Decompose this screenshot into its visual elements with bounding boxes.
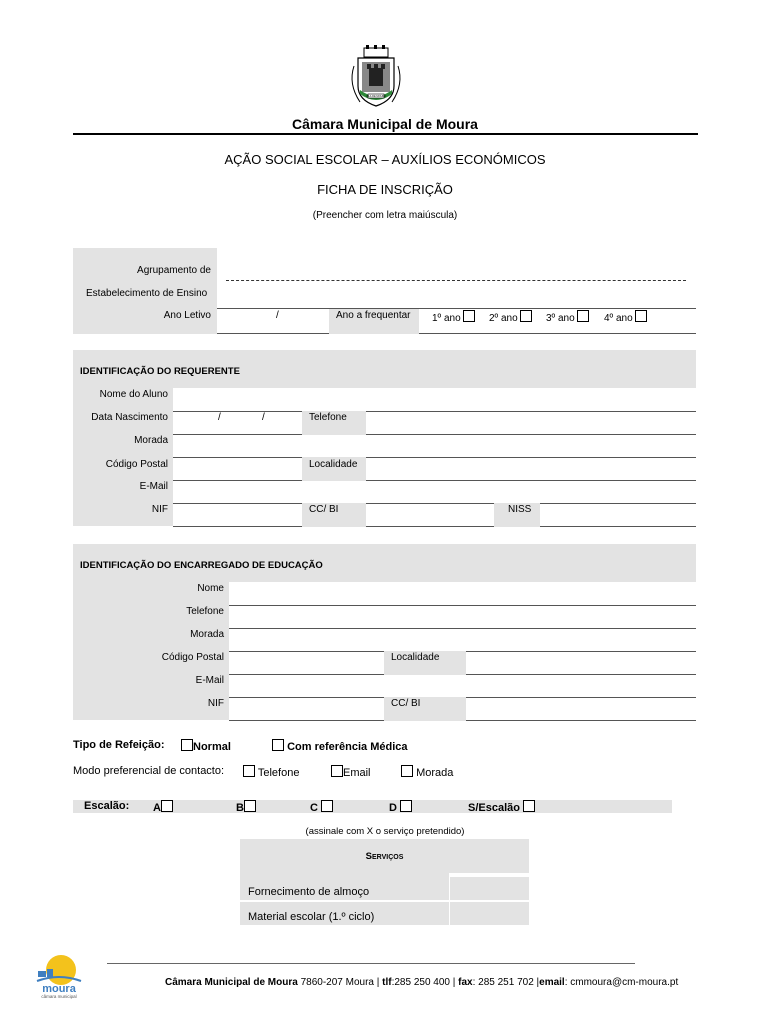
req-morada-label: Morada [134, 435, 168, 446]
ano-frequentar-line [419, 333, 696, 334]
refeicao-normal-option[interactable] [181, 739, 231, 753]
year-2-checkbox[interactable] [520, 310, 532, 322]
year-2-option[interactable] [489, 310, 532, 324]
escalao-label: Escalão: [84, 800, 130, 812]
enc-cc-field[interactable] [466, 720, 696, 721]
form-title: AÇÃO SOCIAL ESCOLAR – AUXÍLIOS ECONÓMICOS [224, 152, 546, 167]
form-subtitle: FICHA DE INSCRIÇÃO [317, 182, 453, 197]
req-email-label: E-Mail [139, 481, 168, 492]
req-data-nasc-label: Data Nascimento [91, 412, 168, 423]
org-name: Câmara Municipal de Moura [292, 116, 478, 132]
escalao-a-checkbox[interactable] [161, 800, 173, 812]
req-codigo-postal-label: Código Postal [105, 459, 168, 470]
req-nome-field[interactable] [173, 411, 696, 412]
req-telefone-label: Telefone [309, 412, 347, 423]
estabelecimento-label: Estabelecimento de Ensino [86, 288, 208, 299]
refeicao-medica-option[interactable] [272, 739, 408, 753]
refeicao-label: Tipo de Refeição: [73, 739, 165, 751]
escalao-d-option[interactable] [389, 800, 412, 814]
crest-motto: VILA DE MOURA [365, 95, 387, 99]
agrupamento-label: Agrupamento de [137, 265, 211, 276]
year-1-checkbox[interactable] [463, 310, 475, 322]
footer-rule [107, 963, 635, 964]
logo-wordmark: moura [42, 983, 76, 995]
estabelecimento-field[interactable] [217, 308, 696, 309]
ano-letivo-label: Ano Letivo [163, 310, 211, 321]
contacto-morada-checkbox[interactable] [401, 765, 413, 777]
req-cc-field[interactable] [366, 526, 494, 527]
req-email-field[interactable] [173, 503, 696, 504]
footer-email: : cmmoura@cm-moura.pt [564, 977, 679, 988]
escalao-d-label: D [389, 802, 397, 814]
ano-letivo-separator: / [276, 310, 279, 321]
req-nif-field[interactable] [173, 526, 302, 527]
footer-fax: : 285 251 702 | [472, 977, 540, 988]
footer-email-label: email [539, 977, 565, 988]
footer-contact-line [165, 977, 678, 988]
refeicao-medica-label: Com referência Médica [287, 741, 408, 753]
year-2-label: 2º ano [489, 313, 518, 324]
year-3-option[interactable] [546, 310, 589, 324]
escalao-c-label: C [310, 802, 318, 814]
req-telefone-field[interactable] [366, 434, 696, 435]
year-4-option[interactable] [604, 310, 647, 324]
refeicao-normal-checkbox[interactable] [181, 739, 193, 751]
servicos-note: (assinale com X o serviço pretendido) [305, 826, 465, 837]
escalao-b-checkbox[interactable] [244, 800, 256, 812]
req-nif-label: NIF [151, 504, 168, 515]
refeicao-medica-checkbox[interactable] [272, 739, 284, 751]
contacto-telefone-option[interactable] [243, 765, 299, 779]
req-data-nasc-field[interactable] [173, 434, 302, 435]
enc-telefone-field[interactable] [229, 628, 696, 629]
req-localidade-label: Localidade [309, 459, 358, 470]
req-morada-field[interactable] [173, 457, 696, 458]
year-4-checkbox[interactable] [635, 310, 647, 322]
contacto-morada-label: Morada [416, 767, 454, 779]
escalao-a-option[interactable] [153, 800, 173, 814]
fill-instruction: (Preencher com letra maiúscula) [312, 210, 458, 221]
servicos-heading: Serviços [365, 851, 404, 862]
encarregado-heading: IDENTIFICAÇÃO DO ENCARREGADO DE EDUCAÇÃO [80, 560, 323, 571]
year-3-label: 3º ano [546, 313, 575, 324]
escalao-s-checkbox[interactable] [523, 800, 535, 812]
req-cc-label: CC/ BI [309, 504, 339, 515]
req-nome-label: Nome do Aluno [99, 389, 168, 400]
enc-telefone-label: Telefone [186, 606, 224, 617]
contacto-telefone-label: Telefone [257, 767, 300, 779]
requerente-heading: IDENTIFICAÇÃO DO REQUERENTE [80, 366, 240, 377]
enc-codigo-postal-field[interactable] [229, 674, 384, 675]
req-localidade-field[interactable] [366, 480, 696, 481]
escalao-a-label: A [153, 802, 161, 814]
enc-nome-label: Nome [197, 583, 224, 594]
req-codigo-postal-field[interactable] [173, 480, 302, 481]
ano-letivo-field[interactable] [217, 333, 329, 334]
enc-nome-field[interactable] [229, 605, 696, 606]
contacto-label: Modo preferencial de contacto: [73, 765, 225, 777]
enc-cc-label: CC/ BI [391, 698, 421, 709]
enc-localidade-field[interactable] [466, 674, 696, 675]
footer-address: 7860-207 Moura | [300, 977, 380, 988]
servico-almoco-checkbox[interactable] [450, 877, 529, 899]
escalao-s-label: S/Escalão [468, 802, 520, 814]
agrupamento-field[interactable] [226, 280, 686, 281]
logo-subtitle: câmara municipal [41, 994, 77, 999]
enc-nif-field[interactable] [229, 720, 384, 721]
year-4-label: 4º ano [604, 313, 633, 324]
req-niss-field[interactable] [540, 526, 696, 527]
req-date-sep-1: / [218, 412, 221, 423]
encarregado-label-panel [73, 582, 229, 720]
moura-logo [34, 951, 84, 1001]
footer-org: Câmara Municipal de Moura [165, 977, 298, 988]
footer-fax-label: fax [458, 977, 473, 988]
escalao-s-option[interactable] [468, 800, 535, 814]
enc-nif-label: NIF [207, 698, 224, 709]
req-date-sep-2: / [262, 412, 265, 423]
header-rule [73, 133, 698, 135]
escalao-c-option[interactable] [310, 800, 333, 814]
footer-tlf: :285 250 400 | [391, 977, 456, 988]
escalao-c-checkbox[interactable] [321, 800, 333, 812]
contacto-email-label: Email [343, 767, 371, 779]
enc-localidade-label: Localidade [391, 652, 440, 663]
req-niss-label: NISS [508, 504, 532, 515]
servico-material-checkbox[interactable] [450, 902, 529, 925]
enc-codigo-postal-label: Código Postal [161, 652, 224, 663]
servico-almoco-label: Fornecimento de almoço [248, 886, 370, 898]
contacto-email-checkbox[interactable] [331, 765, 343, 777]
escalao-b-label: B [236, 802, 244, 814]
enc-email-label: E-Mail [195, 675, 224, 686]
footer-tlf-label: tlf [382, 977, 392, 988]
municipal-crest [340, 44, 412, 112]
contacto-email-option[interactable] [331, 765, 371, 779]
enc-morada-label: Morada [190, 629, 224, 640]
year-1-option[interactable] [432, 310, 475, 324]
escalao-d-checkbox[interactable] [400, 800, 412, 812]
year-1-label: 1º ano [432, 313, 461, 324]
year-3-checkbox[interactable] [577, 310, 589, 322]
ano-frequentar-label: Ano a frequentar [336, 310, 411, 321]
contacto-telefone-checkbox[interactable] [243, 765, 255, 777]
contacto-morada-option[interactable] [401, 765, 453, 779]
escalao-b-option[interactable] [236, 800, 256, 814]
refeicao-normal-label: Normal [193, 741, 231, 753]
servico-material-label: Material escolar (1.º ciclo) [248, 911, 375, 923]
